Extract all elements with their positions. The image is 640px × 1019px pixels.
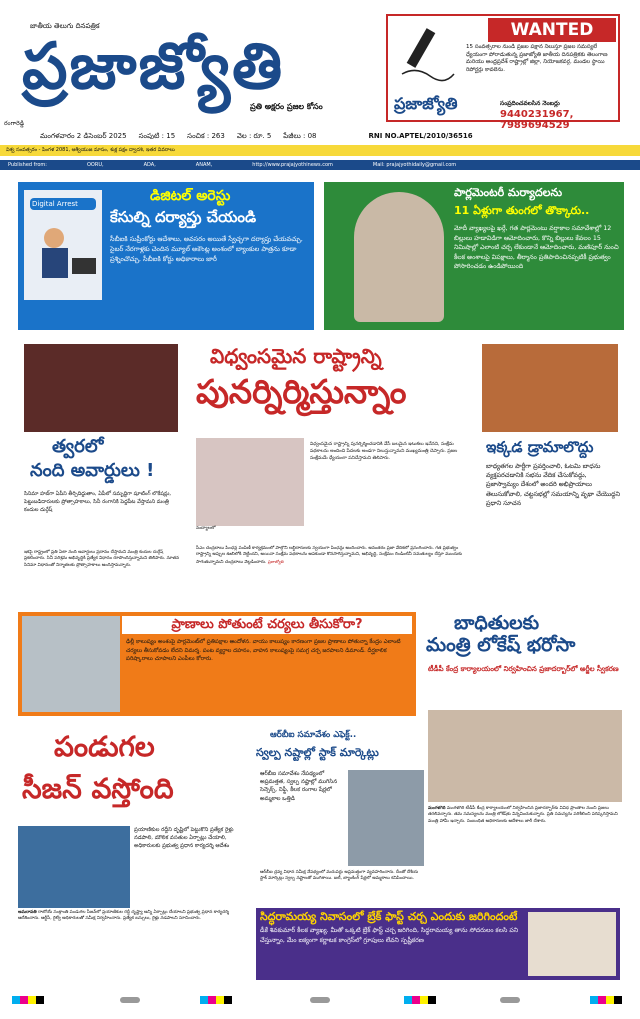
pollution-headline: ప్రాణాలు పోతుంటే చర్యలు తీసుకోరా? <box>122 616 412 634</box>
digital-arrest-headline-1: డిజిటల్ అరెస్టు <box>150 188 231 204</box>
parliament-story[interactable] <box>324 182 624 330</box>
dateline <box>0 132 640 144</box>
modi-photo <box>482 344 618 432</box>
digital-arrest-body: సీబీఐకి సుప్రీంకోర్టు ఆదేశాలు, అవసరం అయితే స్వేచ్ఛగా దర్యాప్తు చేయవచ్చు, సైబర్ నేరగాళ్లకు చెందిన మ్యూల్ అకౌంట్ల అంశంలో బ్యాంకుల పాత్రను కూడా ప్రశ్నించొచ్చు, సీబీఐకి కోర్టు అధికారాలు జారీ <box>110 235 303 263</box>
pub-place-1: OORU, <box>86 162 104 168</box>
credit-mark: ప్రజాజ్యోతి <box>267 558 284 564</box>
date: మంగళవారం 2 డిసెంబర్ 2025 <box>40 132 127 140</box>
wanted-ad[interactable] <box>386 14 620 131</box>
digital-arrest-story[interactable] <box>18 182 314 330</box>
modi-body: బాధ్యతగల పార్టీగా ప్రవర్తించాలి, ఓటమి బాధను వ్యక్తపరచడానికి సభను వేదిక చేసుకోవద్దు, ప్రజాస్వామ్యం దేశంలో అందరి అభిప్రాయాలు తెలుసుకోవాలి, చట్టసభల్లో సమయాన్ని వృథా చేయొద్దని ప్రధాని సూచన <box>486 463 621 507</box>
dk-headline: సిద్ధరామయ్య నివాసంలో బ్రేక్ ఫాస్ట్ చర్చ ఎందుకు జరిగిందంటే <box>260 910 518 923</box>
rni-number: RNI NO.APTEL/2010/36516 <box>368 132 473 140</box>
parliament-headline-2: 11 ఏళ్లుగా తుంగలో తొక్కారు.. <box>454 204 590 217</box>
lokesh-headline-1[interactable]: బాధితులకు <box>454 612 540 634</box>
film-event-photo <box>24 344 178 432</box>
wanted-phone-numbers: 9440231967, 7989694529 <box>500 109 574 131</box>
dk-story[interactable] <box>256 908 620 980</box>
logo-slogan: ప్రతి అక్షరం ప్రజల కోసం <box>250 102 323 111</box>
parliament-body: మోదీ వ్యాఖ్యలపై ఖర్గే, గత పార్లమెంటు వర్షాకాల సమావేశాల్లో 12 బిల్లులు హడావిడిగా ఆమోదించారు, కొన్ని బిల్లులు కేవలం 15 నిమిషాల్లో ఎలాంటి చర్చ లేకుండానే ఆమోదించారు, మణిపూర్ నుంచి కీలక అంశాలపై విపక్షాలు, తీర్మానం ప్రతిపాదించినప్పటికీ ప్రభుత్వం పోసారించడం ఉండిపోయింది <box>454 225 619 270</box>
kharge-photo <box>354 192 444 322</box>
wanted-text: 15 సంవత్సరాల నుండి ప్రజల పక్షాన నిలుస్తూ ప్రజల సమస్యలే ధ్యేయంగా పోరాడుతున్న ప్రజాజ్యోతి జాతీయ దినపత్రికకు తెలంగాణ మరియు ఆంధ్రప్రదేశ్ రాష్ట్రాల్లో జిల్లా, నియోజకవర్గ, మండల స్థాయి రిపోర్టర్లు కావలెను. <box>466 44 608 73</box>
nandi-summary: సినిమా హబ్‌గా ఏపీని తీర్చిదిద్దుతాం, ఏపీలో సమృద్ధిగా షూటింగ్ లొకేషన్లు, పెట్టుబడిదారులకు ప్రోత్సాహకాలు, సినీ రంగానికి పెద్దపీట వేస్తామని మంత్రి కందుల దుర్గేష్ <box>24 491 172 513</box>
parliament-headline-1: పార్లమెంటరీ మర్యాదలను <box>454 186 562 199</box>
lokesh-caption: మంగళగిరి <box>428 806 446 811</box>
pollution-body: ఢిల్లీ కాలుష్యం అంశంపై పార్లమెంట్‌లో ప్రతిపక్షాల ఆందోళన. వాయు కాలుష్యం కారణంగా ప్రజల ప్రాణాలు పోతున్నా కేంద్రం ఎలాంటి చర్యలు తీసుకోవడం లేదని విమర్శ. పంట వ్యర్థాల దహనం, వాహన కాలుష్యంపై సమగ్ర చర్చ జరపాలని డిమాండ్. దీర్ఘకాలిక పరిష్కారాలు చూపాలని ఎంపీలు కోరారు. <box>126 639 401 663</box>
lokesh-headline-2[interactable]: మంత్రి లోకేష్ భరోసా <box>426 634 576 656</box>
main-story-col2-text: సీఎం చంద్రబాబు పింఛన్ల పంపిణీ కార్యక్రమంలో పాల్గొని లబ్ధిదారులకు స్వయంగా పింఛన్లు అందించారు. అనంతరం ప్రజా వేదికలో ప్రసంగించారు. <box>196 546 434 551</box>
main-story-caption: నంద్యాలలో <box>196 526 216 531</box>
website-link[interactable]: http://www.prajajyothinews.com <box>252 162 333 168</box>
lokesh-photo <box>428 710 622 802</box>
smog-photo <box>22 616 120 712</box>
pub-place-2: ADA, <box>143 162 156 168</box>
meeting-photo <box>18 826 130 908</box>
festival-headline-2[interactable]: సీజన్ వస్తోంది <box>22 772 174 805</box>
tagline: జాతీయ తెలుగు దినపత్రిక <box>30 22 100 30</box>
nandi-headline-2[interactable]: నంది అవార్డులు ! <box>30 460 155 481</box>
email-link[interactable]: Mail: prajajyothidaily@gmail.com <box>372 162 457 168</box>
main-story-col3-text: గత ప్రభుత్వం రాష్ట్రాన్ని అప్పుల ఊబిలోకి నెట్టిందని, అయినా సంక్షేమ పథకాలను ఆపకుండా కొనసాగిస్తున్నామని, అభివృద్ధి, సంక్షేమం రెండింటినీ సమతుల్యం చేస్తూ ముందుకు సాగుతున్నామని చంద్రబాబు వెల్లడించారు. <box>196 546 463 565</box>
rbi-building-photo <box>348 770 424 866</box>
rbi-headline-1[interactable]: ఆర్‌బీఐ సమావేశం ఎఫెక్ట్.. <box>270 730 357 740</box>
festival-summary: ప్రయాణికుల రద్దీని దృష్టిలో పెట్టుకొని ప్రత్యేక రైళ్లు నడపాలి, మౌలిక వసతుల ఏర్పాట్లు చేయాలి, అధికారులకు ప్రభుత్వ ప్రధాన కార్యదర్శి ఆదేశం <box>134 827 234 849</box>
pub-place-3: ANAM, <box>195 162 213 168</box>
lokesh-subhead: టీడీపీ కేంద్ర కార్యాలయంలో నిర్వహించిన ప్రజాదర్బార్‌లో అర్జీల స్వీకరణ <box>428 665 619 673</box>
price: వెల : రూ. 5 <box>236 132 272 140</box>
main-story-col1: విధ్వంసమైన రాష్ట్రాన్ని పునర్నిర్మించడానికి వేసే బలమైన ఇటుకలు ఇవేనని, సంక్షేమ పథకాలను అందించి పేదలకు అండగా నిలుస్తున్నామని ముఖ్యమంత్రి చెప్పారు. ప్రజల సంక్షేమమే ధ్యేయంగా పనిచేస్తామని తెలిపారు. <box>310 442 458 461</box>
rbi-summary: ఆర్‌బీఐ సమావేశం నేపథ్యంలో అప్రమత్తత, స్వల్ప నష్టాల్లో ముగిసిన సెన్సెక్స్, నిఫ్టీ, కీలక రంగాల షేర్లలో అమ్మకాల ఒత్తిడి <box>260 771 338 802</box>
main-headline-2[interactable]: పునర్నిర్మిస్తున్నాం <box>196 372 407 411</box>
registration-marks <box>0 994 640 1006</box>
officer-icon <box>24 218 102 298</box>
wanted-brand: ప్రజాజ్యోతి <box>394 94 458 113</box>
lokesh-body <box>428 806 622 825</box>
festival-body <box>18 910 250 923</box>
nandi-body: ఇకపై రాష్ట్రంలో ప్రతి ఏటా నంది అవార్డులు ప్రదానం చేస్తామని మంత్రి కందుల దుర్గేష్ ప్రకటించారు. సినీ పరిశ్రమ అభివృద్ధికి ప్రత్యేక విధానం రూపొందిస్తున్నామని తెలిపారు. నూతన సినిమా విధానంతో నిర్మాతలకు ప్రోత్సాహకాలు అందిస్తామన్నారు. <box>24 550 180 568</box>
panchangam-bar: విశ్వ సంవత్సరం - పింగళ 2081, ఆశ్వీయుజ మాసం, శుక్ల పక్షం ద్వాదశి, ఇతర వివరాలు <box>0 145 640 156</box>
publication-bar <box>0 160 640 170</box>
modi-headline[interactable]: ఇక్కడ డ్రామాలొద్దు <box>486 438 594 456</box>
wanted-title: WANTED <box>488 18 616 42</box>
volume: సంపుటి : 15 <box>138 132 176 140</box>
digital-arrest-headline-2: కేసుల్ని దర్యాప్తు చేయండి <box>110 208 257 226</box>
dk-body: డీకే శివకుమార్ కీలక వ్యాఖ్య. మీతో ఒక్కటి బ్రేక్ ఫాస్ట్ చర్చ జరిగింది, సిద్ధరామయ్య తాను సోదరులం కలసి పని చేస్తున్నాం, మేం ఐక్యంగా కర్ణాటక కాంగ్రెస్‌లో గ్రూపులు లేవని స్పష్టీకరణ <box>260 927 519 944</box>
digital-arrest-illustration <box>24 190 102 300</box>
location-label: రంగారెడ్డి <box>4 120 25 127</box>
pollution-story[interactable] <box>18 612 416 716</box>
wanted-phone <box>500 98 618 131</box>
wanted-contact-label: సంప్రదించవలసిన నెంబర్లు <box>500 100 560 107</box>
rbi-body: ఆర్‌బీఐ ద్రవ్య విధాన సమీక్ష నేపథ్యంలో మదుపర్లు అప్రమత్తంగా వ్యవహరించారు. దీంతో దేశీయ స్టాక్ మార్కెట్లు స్వల్ప నష్టాలతో ముగిశాయి. ఐటీ, బ్యాంకింగ్ షేర్లలో అమ్మకాలు కనిపించాయి. <box>260 870 419 882</box>
main-story-col2 <box>196 546 470 566</box>
festival-headline-1[interactable]: పండుగల <box>54 730 155 763</box>
festival-caption: అమరావతి <box>18 910 37 915</box>
festival-body-text: రాబోయే సంక్రాంతి పండుగల సీజన్‌లో ప్రయాణికుల రద్దీ దృష్ట్యా అన్ని ఏర్పాట్లు చేయాలని ప్రభుత్వ ప్రధాన కార్యదర్శి ఆదేశించారు. ఆర్టీసీ, రైల్వే అధికారులతో సమీక్ష నిర్వహించారు. ప్రత్యేక బస్సులు, రైళ్లు నడపాలని సూచించారు. <box>18 910 229 922</box>
pages: పేజీలు : 08 <box>283 132 317 140</box>
nandi-headline-1[interactable]: త్వరలో <box>52 436 104 457</box>
dk-photo <box>528 912 616 976</box>
rbi-headline-2[interactable]: స్వల్ప నష్టాల్లో స్టాక్ మార్కెట్లు <box>256 746 379 759</box>
pen-icon <box>396 24 456 84</box>
pub-label: Published from: <box>8 162 47 168</box>
chandrababu-photo <box>196 438 304 526</box>
digital-arrest-badge: Digital Arrest <box>30 198 96 210</box>
issue: సంచిక : 263 <box>187 132 225 140</box>
lokesh-body-text: మంగళగిరి టీడీపీ కేంద్ర కార్యాలయంలో నిర్వహించిన ప్రజాదర్బార్‌కు వివిధ ప్రాంతాల నుంచి ప్రజలు తరలివచ్చారు. తమ సమస్యలను మంత్రి లోకేష్‌కు విన్నవించుకున్నారు. ప్రతి సమస్యను పరిశీలించి పరిష్కరిస్తామని మంత్రి హామీ ఇచ్చారు. సంబంధిత అధికారులకు ఆదేశాలు జారీ చేశారు. <box>428 806 618 824</box>
main-headline-1[interactable]: విధ్వంసమైన రాష్ట్రాన్ని <box>210 344 382 368</box>
newspaper-logo[interactable]: ప్రజాజ్యోతి <box>22 30 285 104</box>
